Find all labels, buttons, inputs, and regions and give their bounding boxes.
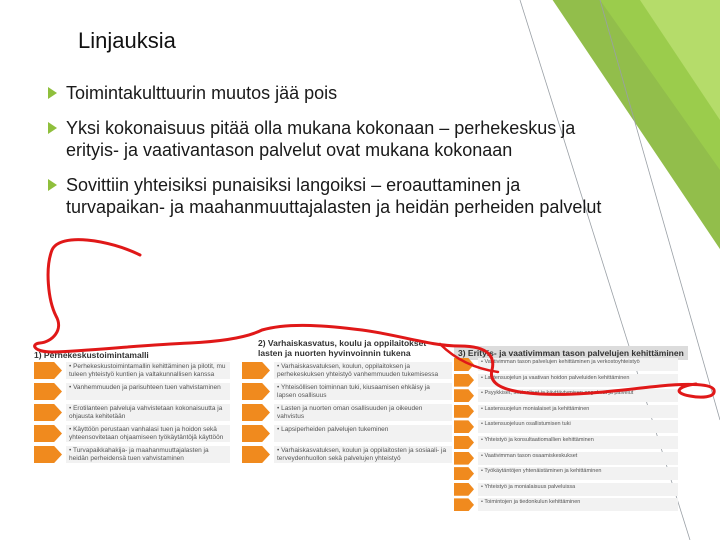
chevron-icon (242, 383, 270, 400)
chevron-icon (242, 404, 270, 421)
figure-row (454, 405, 678, 418)
figure-row (34, 425, 230, 442)
bullet-arrow-icon (48, 87, 57, 99)
chevron-icon (34, 446, 62, 463)
chevron-icon (454, 498, 474, 511)
figure-row-text: • Toimintojen ja tiedonkulun kehittäminen (478, 498, 678, 511)
figure-row (34, 362, 230, 379)
figure-row (242, 362, 452, 379)
figure-row-text: • Yhteistyö ja konsultaatiomallien kehittäminen (478, 436, 678, 449)
figure-row-text: • Psyykkiset, sosiaaliset ja käyttäytymisen ongelmat ja palvelut (478, 389, 678, 402)
bullet-item (48, 174, 618, 218)
figure-row-text: • Perhekeskustoimintamallin kehittäminen ja pilotit, mu tuleen yhteistyö kuntien ja valtakunnallisen kanssa (66, 362, 230, 379)
bullet-text: Yksi kokonaisuus pitää olla mukana kokonaan – perhekeskus ja erityis- ja vaativantason palvelut ovat mukana kokonaan (66, 118, 576, 160)
chevron-icon (454, 467, 474, 480)
column-heading-text: 2) Varhaiskasvatus, koulu ja oppilaitokset lasten ja nuorten hyvinvoinnin tukena (258, 338, 427, 358)
figure-row-text: • Turvapaikkahakija- ja maahanmuuttajalasten ja heidän perheidensä tuen vahvistaminen (66, 446, 230, 463)
chevron-icon (454, 436, 474, 449)
chevron-icon (454, 452, 474, 465)
chevron-icon (242, 425, 270, 442)
figure-column (242, 336, 452, 496)
chevron-icon (242, 362, 270, 379)
figure-row (242, 383, 452, 400)
figure-row-text: • Lastensuojelun monialaiset ja kehittäminen (478, 405, 678, 418)
figure-row (454, 389, 678, 402)
column-heading: 1) Perhekeskustoimintamalli (34, 350, 149, 360)
chevron-icon (454, 389, 474, 402)
figure-row-text: • Lastensuojeluun osallistumisen tuki (478, 420, 678, 433)
figure-row-text: • Erotilanteen palveluja vahvistetaan kokonaisuutta ja ohjausta kehitetään (66, 404, 230, 421)
chevron-icon (34, 404, 62, 421)
program-figure (34, 336, 684, 506)
chevron-icon (454, 358, 474, 371)
figure-row (454, 358, 678, 371)
figure-row (242, 404, 452, 421)
bullet-arrow-icon (48, 179, 57, 191)
bullet-item (48, 117, 618, 161)
figure-row (454, 452, 678, 465)
figure-row-text: • Vaativimman tason osaamiskeskukset (478, 452, 678, 465)
chevron-icon (34, 362, 62, 379)
figure-row-text: • Varhaiskasvatuksen, koulun, oppilaitoksen ja perhekeskuksen yhteistyö vanhemmuuden tukemisessa (274, 362, 452, 379)
figure-row (34, 383, 230, 400)
figure-column (454, 336, 684, 506)
bullet-item (48, 82, 618, 104)
figure-row (454, 436, 678, 449)
chevron-icon (242, 446, 270, 463)
figure-row (242, 425, 452, 442)
figure-row-text: • Vaativimman tason palvelujen kehittäminen ja verkostoyhteistyö (478, 358, 678, 371)
figure-row (454, 420, 678, 433)
figure-row-text: • Työkäytäntöjen yhtenäistäminen ja kehittäminen (478, 467, 678, 480)
figure-row-text: • Yhteistyö ja monialaisuus palveluissa (478, 483, 678, 496)
bullet-text: Toimintakulttuurin muutos jää pois (66, 83, 338, 103)
chevron-icon (454, 483, 474, 496)
figure-row-text: • Varhaiskasvatuksen, koulun ja oppilaitosten ja sosiaali- ja terveydenhuollon sekä palvelujen yhteistyö (274, 446, 452, 463)
figure-column (34, 336, 230, 496)
figure-row (454, 374, 678, 387)
bullet-arrow-icon (48, 122, 57, 134)
figure-row (242, 446, 452, 463)
bullet-list (48, 82, 618, 231)
chevron-icon (34, 383, 62, 400)
figure-row-text: • Lasten ja nuorten oman osallisuuden ja oikeuden vahvistus (274, 404, 452, 421)
column-heading: 3) Erityis- ja vaativimman tason palvelujen kehittäminen (454, 346, 688, 360)
bullet-text: Sovittiin yhteisiksi punaisiksi langoiksi – eroauttaminen ja turvapaikan- ja maahanmuuttajalasten ja heidän perheiden palvelut (66, 175, 602, 217)
figure-row-text: • Vanhemmuuden ja parisuhteen tuen vahvistaminen (66, 383, 230, 400)
figure-row-text: • Lastensuojelun ja vaativan hoidon palveluiden kehittäminen (478, 374, 678, 387)
chevron-icon (454, 420, 474, 433)
figure-row (454, 467, 678, 480)
figure-row (454, 498, 678, 511)
figure-row-text: • Lapsiperheiden palvelujen tukeminen (274, 425, 452, 442)
chevron-icon (34, 425, 62, 442)
figure-row-text: • Käyttöön perustaan vanhalasi tuen ja hoidon sekä yhteensovitetaan ohjaamiseen työkäytäntöjä käyttöön (66, 425, 230, 442)
slide-title: Linjauksia (78, 28, 176, 53)
chevron-icon (454, 374, 474, 387)
figure-row (454, 483, 678, 496)
chevron-icon (454, 405, 474, 418)
figure-row-text: • Yhteisöllisen toiminnan tuki, kiusaamisen ehkäisy ja lapsen osallisuus (274, 383, 452, 400)
figure-row (34, 446, 230, 463)
column-heading (258, 338, 428, 358)
figure-row (34, 404, 230, 421)
